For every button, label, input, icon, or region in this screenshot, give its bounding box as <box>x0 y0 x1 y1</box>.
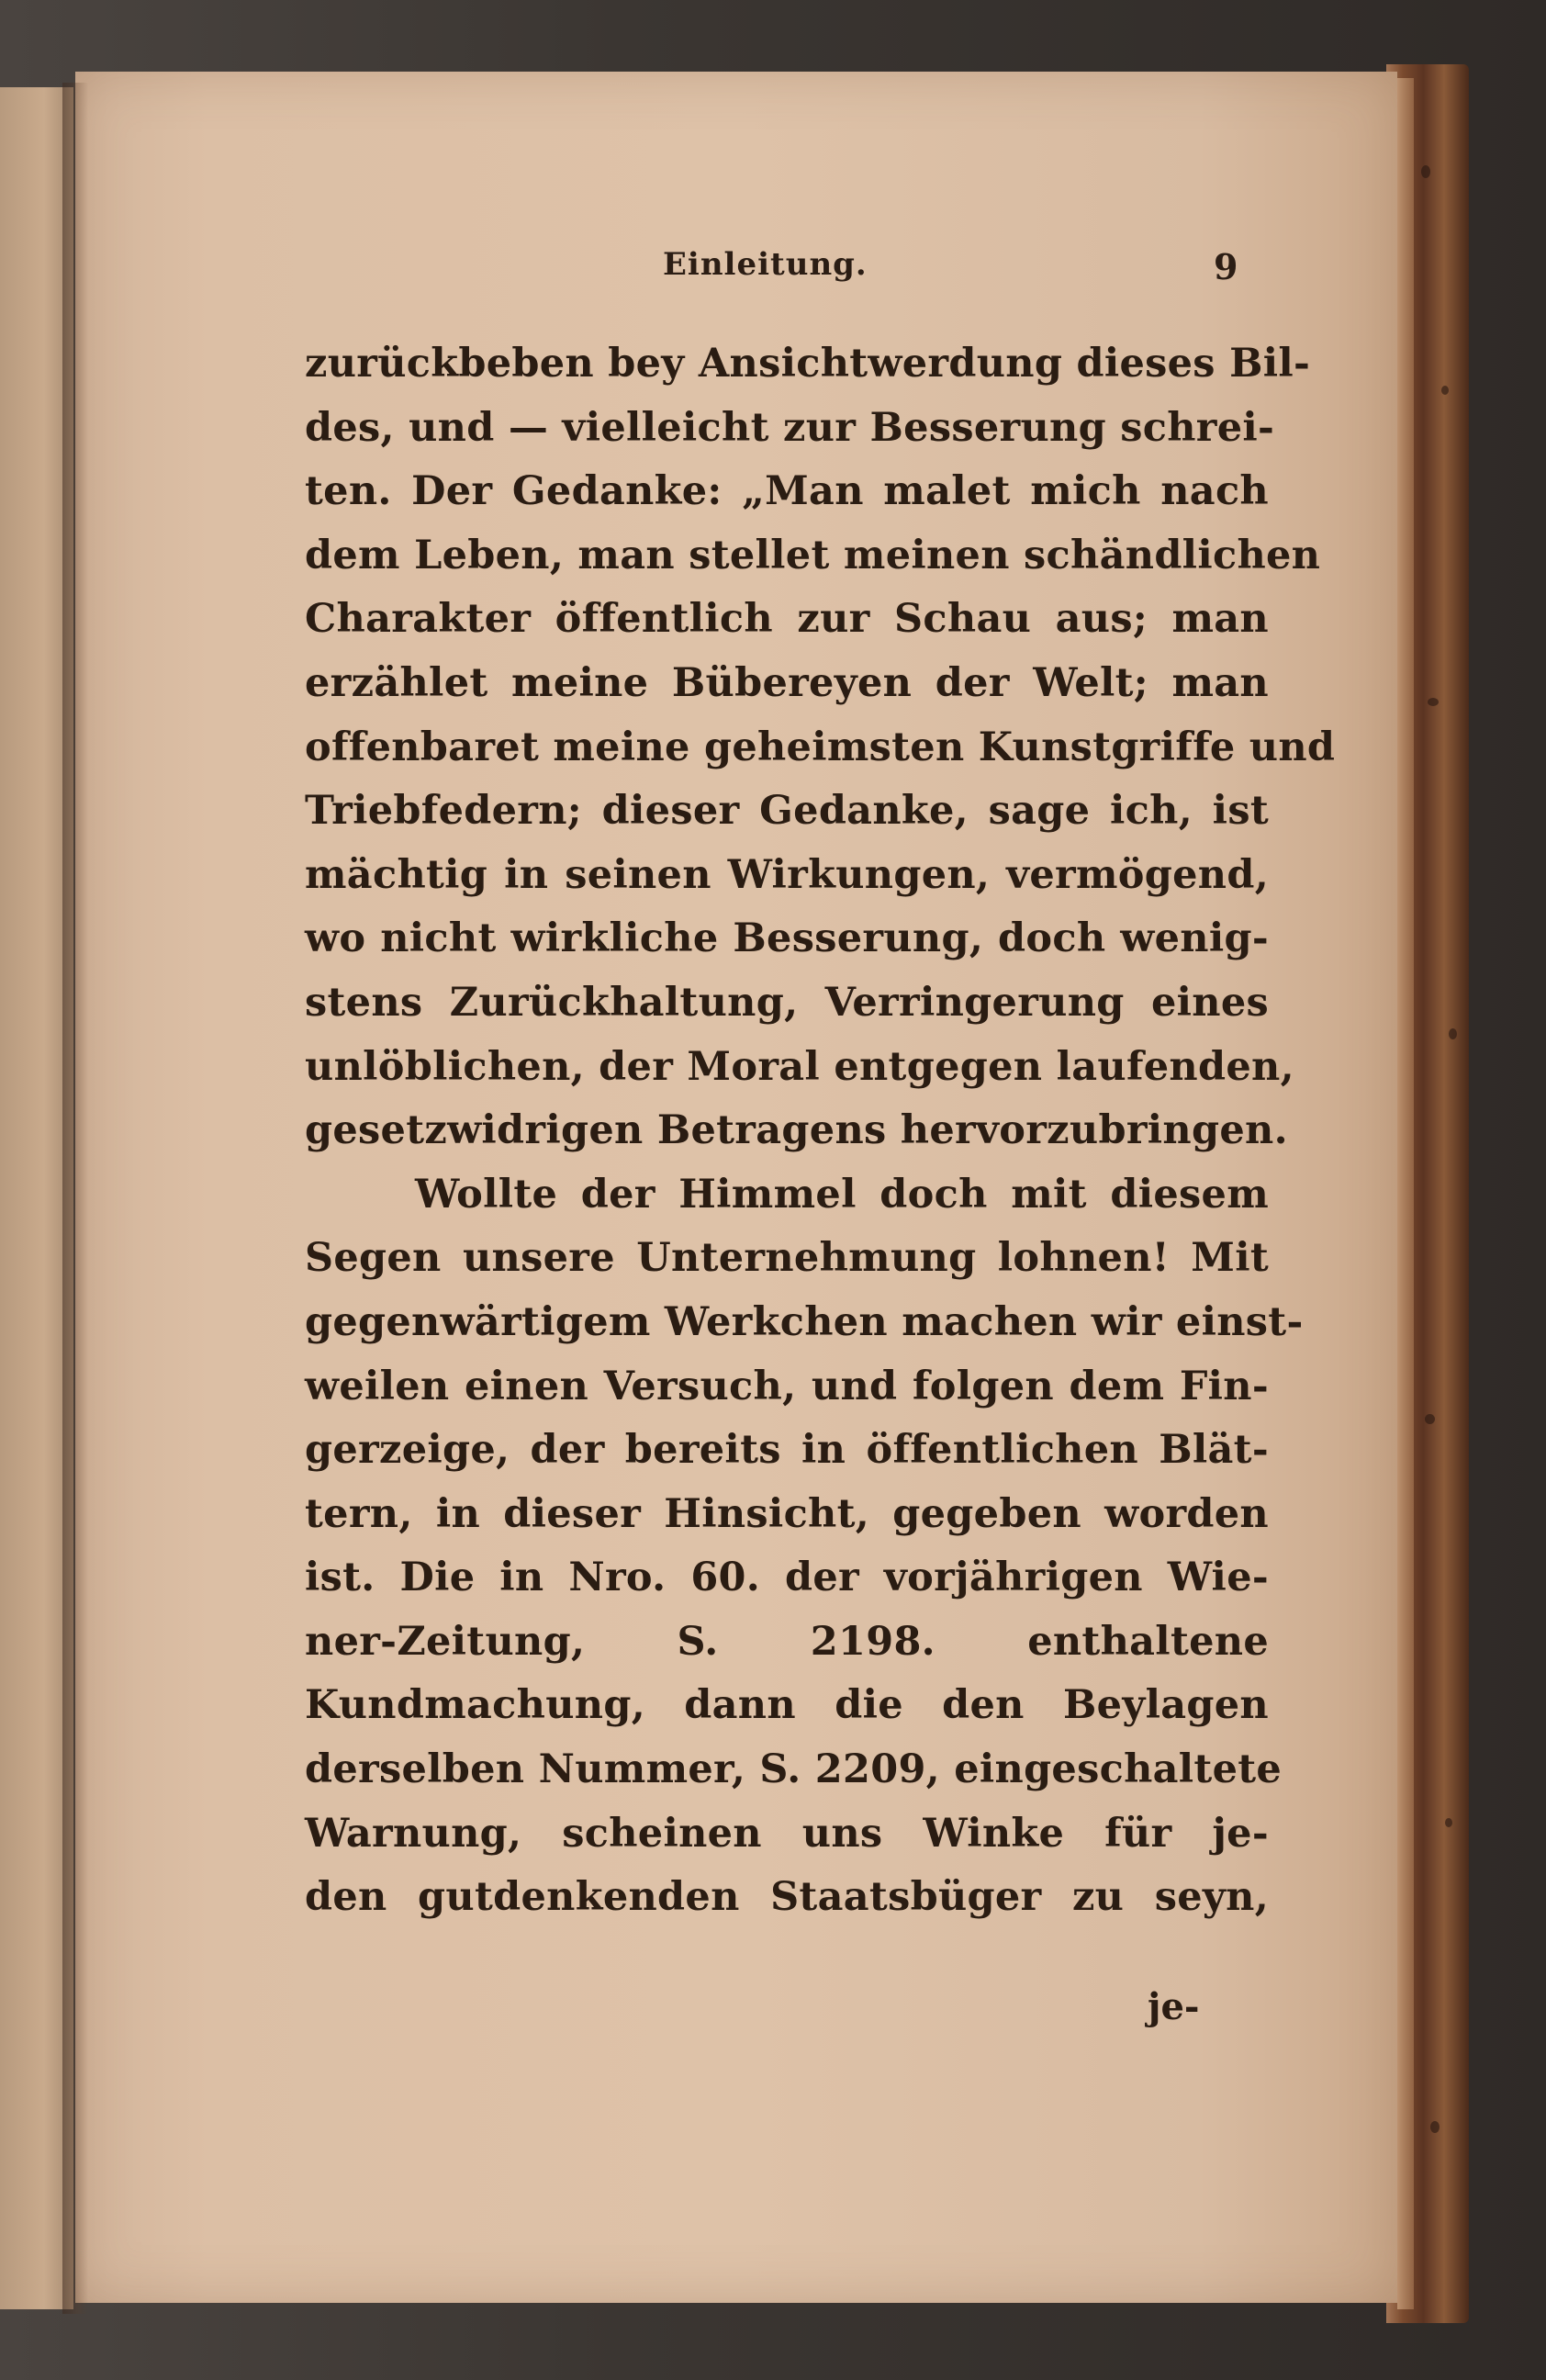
text-line: Wollte der Himmel doch mit diesem <box>415 1171 1269 1218</box>
gutter-shadow <box>62 83 88 2314</box>
page-header <box>75 246 1397 301</box>
page-block-edge <box>1397 78 1414 2309</box>
binding-speckle <box>1421 165 1430 178</box>
text-line: Charakter öffentlich zur Schau aus; man <box>305 596 1269 643</box>
binding-speckle <box>1449 1028 1457 1039</box>
text-line: Warnung, scheinen uns Winke für je- <box>305 1810 1269 1857</box>
text-line: gerzeige, der bereits in öffentlichen Blät- <box>305 1427 1269 1474</box>
text-line: tern, in dieser Hinsicht, gegeben worden <box>305 1490 1269 1537</box>
text-line: gegenwärtigem Werkchen machen wir einst- <box>305 1298 1304 1345</box>
text-line: stens Zurückhaltung, Verringerung eines <box>305 979 1269 1026</box>
text-line: ist. Die in Nro. 60. der vorjährigen Wie- <box>305 1555 1269 1601</box>
binding-speckle <box>1425 1414 1435 1424</box>
catchword: je- <box>1148 1985 1200 2028</box>
text-line: gesetzwidrigen Betragens hervorzubringen. <box>305 1107 1288 1154</box>
text-line: ner-Zeitung, S. 2198. enthaltene <box>305 1618 1269 1665</box>
text-line: erzählet meine Bübereyen der Welt; man <box>305 659 1269 706</box>
text-line: zurückbeben bey Ansichtwerdung dieses Bil- <box>305 341 1311 387</box>
binding-speckle <box>1445 1818 1452 1827</box>
text-line: wo nicht wirkliche Besserung, doch wenig- <box>305 915 1269 962</box>
binding-speckle <box>1441 386 1449 395</box>
binding-speckle <box>1430 2121 1440 2133</box>
text-line: derselben Nummer, S. 2209, eingeschaltete <box>305 1746 1283 1793</box>
text-line: den gutdenkenden Staatsbüger zu seyn, <box>305 1874 1269 1921</box>
text-line: Kundmachung, dann die den Beylagen <box>305 1682 1269 1729</box>
text-line: des, und — vielleicht zur Besserung schrei- <box>305 404 1275 451</box>
text-line: mächtig in seinen Wirkungen, vermögend, <box>305 851 1269 898</box>
binding-speckle <box>1428 698 1439 706</box>
text-line: weilen einen Versuch, und folgen dem Fin- <box>305 1363 1269 1409</box>
text-line: ten. Der Gedanke: „Man malet mich nach <box>305 468 1269 515</box>
text-line: Segen unsere Unternehmung lohnen! Mit <box>305 1235 1269 1282</box>
text-line: offenbaret meine geheimsten Kunstgriffe und <box>305 724 1336 770</box>
text-line: dem Leben, man stellet meinen schändlichen <box>305 532 1321 578</box>
body-text <box>305 332 1336 1930</box>
text-line: unlöblichen, der Moral entgegen laufenden, <box>305 1043 1294 1090</box>
text-line: Triebfedern; dieser Gedanke, sage ich, ist <box>305 788 1269 835</box>
running-head: Einleitung. <box>663 246 868 283</box>
page-number: 9 <box>1214 246 1238 287</box>
